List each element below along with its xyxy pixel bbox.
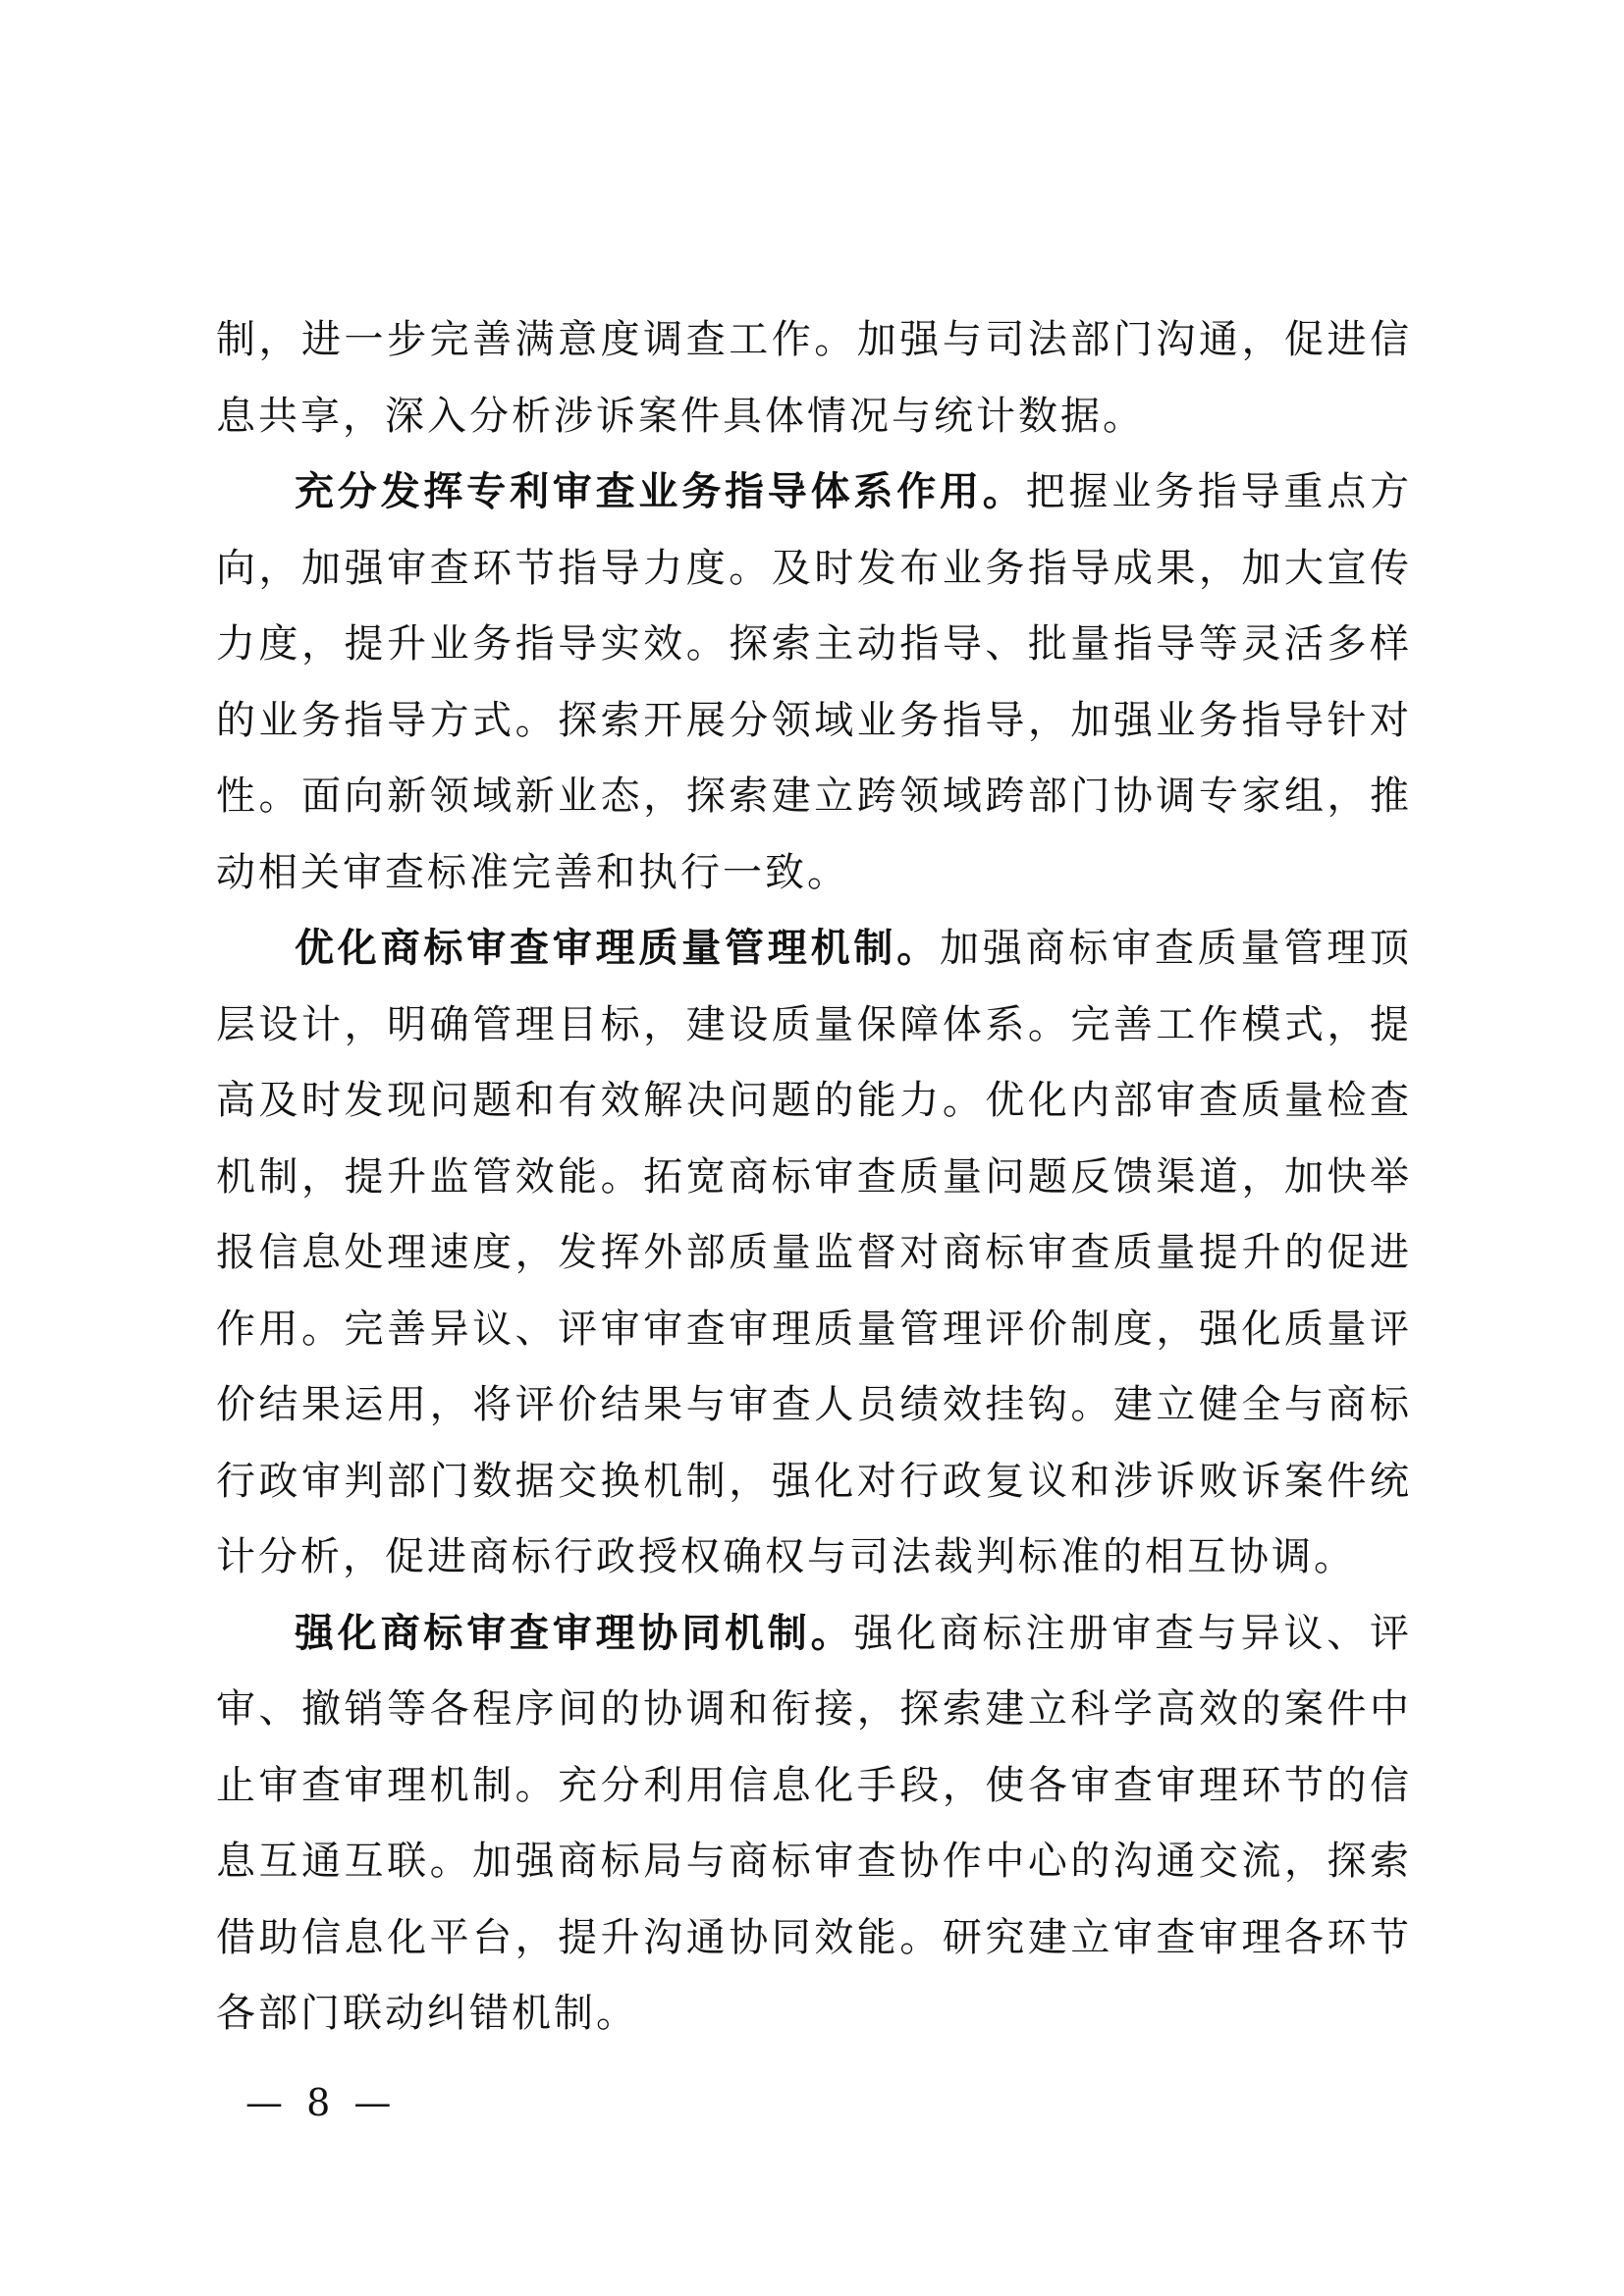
paragraph-body: 加强商标审查质量管理顶层设计，明确管理目标，建设质量保障体系。完善工作模式，提高及时发现问题和有效解决问题的能力。优化内部审查质量检查机制，提升监管效能。拓宽商标审查质量问题反馈渠道，加快举报信息处理速度，发挥外部质量监督对商标审查质量提升的促进作用。完善异议、评审审查审理质量管理评价制度，强化质量评价结果运用，将评价结果与审查人员绩效挂钩。建立健全与商标行政审判部门数据交换机制，强化对行政复议和涉诉败诉案件统计分析，促进商标行政授权确权与司法裁判标准的相互协调。 bbox=[216, 926, 1412, 1579]
paragraph-body: 制，进一步完善满意度调查工作。加强与司法部门沟通，促进信息共享，深入分析涉诉案件具体情况与统计数据。 bbox=[216, 317, 1412, 439]
paragraph-heading: 强化商标审查审理协同机制。 bbox=[295, 1610, 854, 1656]
paragraph-patent-guidance bbox=[216, 454, 1412, 911]
paragraph-body: 把握业务指导重点方向，加强审查环节指导力度。及时发布业务指导成果，加大宣传力度，提升业务指导实效。探索主动指导、批量指导等灵活多样的业务指导方式。探索开展分领域业务指导，加强业务指导针对性。面向新领域新业态，探索建立跨领域跨部门协调专家组，推动相关审查标准完善和执行一致。 bbox=[216, 469, 1413, 895]
page-number: — 8 — bbox=[245, 2081, 398, 2124]
paragraph-body: 强化商标注册审查与异议、评审、撤销等各程序间的协调和衔接，探索建立科学高效的案件中止审查审理机制。充分利用信息化手段，使各审查审理环节的信息互通互联。加强商标局与商标审查协作中心的沟通交流，探索借助信息化平台，提升沟通协同效能。研究建立审查审理各环节各部门联动纠错机制。 bbox=[216, 1610, 1413, 2036]
document-body bbox=[216, 302, 1412, 2053]
paragraph-trademark-coordination bbox=[216, 1596, 1412, 2053]
paragraph-trademark-quality bbox=[216, 911, 1412, 1596]
paragraph-continued bbox=[216, 302, 1412, 454]
paragraph-heading: 优化商标审查审理质量管理机制。 bbox=[295, 926, 940, 971]
paragraph-heading: 充分发挥专利审查业务指导体系作用。 bbox=[295, 469, 1026, 514]
